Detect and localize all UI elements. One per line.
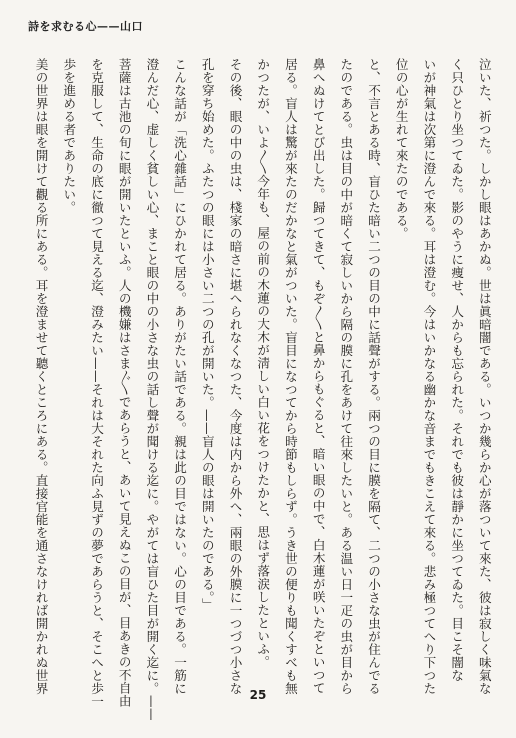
text-column: こんな話が「洗心雜話」にひかれて居る。ありがたい話である。親は此の目ではない。心の目である。一筋に — [172, 58, 188, 695]
text-column: と、不言とある時、盲ひた暗い二つの目の中に話聲がする。兩つの目に膜を隔て、二つの小さな虫が住んでる — [366, 58, 382, 695]
text-column: 孔を穿ち始めた。ふたつの眼には小さい二つの孔が開いた。——盲人の眼は開いたのである。」 — [199, 58, 215, 611]
text-column: 鼻へぬけてとび出した。歸つてきて、もぞ〳〵と鼻からもぐると、暗い眼の中で、白木蓮が咲いたぞといつて — [310, 58, 326, 695]
text-column: 澄んだ心、虚しく貧しい心、まこと眼の中の小さな虫の話し聲が聞ける迄に。やがては盲ひた目が開く迄に。—— — [144, 58, 160, 721]
text-column: 美の世界は眼を開けて觀る所にある。耳を澄ませて聽くところにある。直接官能を通さなければ開かれぬ世界 — [33, 58, 49, 695]
text-column: 菩薩は古池の旬に眼が開いたといふ。人の機嫌はさま〴〵であらうと、あいて見えぬこの目が、目あきの不自由 — [116, 58, 132, 708]
running-head: 詩を求むる心——山口 — [28, 20, 143, 33]
text-column: 位の心が生れて來たのである。 — [393, 58, 409, 240]
text-column: く只ひとり坐つてゐた。影のやうに痩せ、人からも忘られた。それでも彼は靜かに坐つてゐた。目こそ闇な — [449, 58, 465, 682]
text-column: かつたが、いよ〳〵今年も、屋の前の木蓮の大木が淸しい白い花をつけたかと、思はず落涙したといふ。 — [255, 58, 271, 669]
text-column: 泣いた、祈つた。しかし眼はあかぬ。世は眞暗闇である。いつか幾らか心が落ついて來た、彼は寂しく味氣な — [476, 58, 492, 695]
text-column: その後、眼の中の虫は、棧家の暗さに堪へられなくなつた、今度は内から外へ、兩眼の外膜に一つづつ小さな — [227, 58, 243, 695]
text-column: たのである。虫は目の中が暗くて寂しいから隔の膜に孔をあけて往來したいと。ある温い日一疋の虫が目から — [338, 58, 354, 695]
text-column: いが神氣は次第に澄んで來る。耳は澄む。今はいかなる幽かな音までもきこえて來る。悲み極つてへり下つた — [421, 58, 437, 695]
text-column: 歩を進める者でありたい。 — [61, 58, 77, 214]
page-number: 25 — [249, 688, 267, 702]
text-column: 居る。盲人は驚が來たのだかなと氣がついた。盲目になつてから時節もしらず。うき世の便りも聞くすべも無 — [282, 58, 298, 695]
text-column: を克服して、生命の底に徹つて見える迄、澄みたい——それは大それた向ふ見ずの夢であらうと、そこへと歩一 — [89, 58, 104, 708]
